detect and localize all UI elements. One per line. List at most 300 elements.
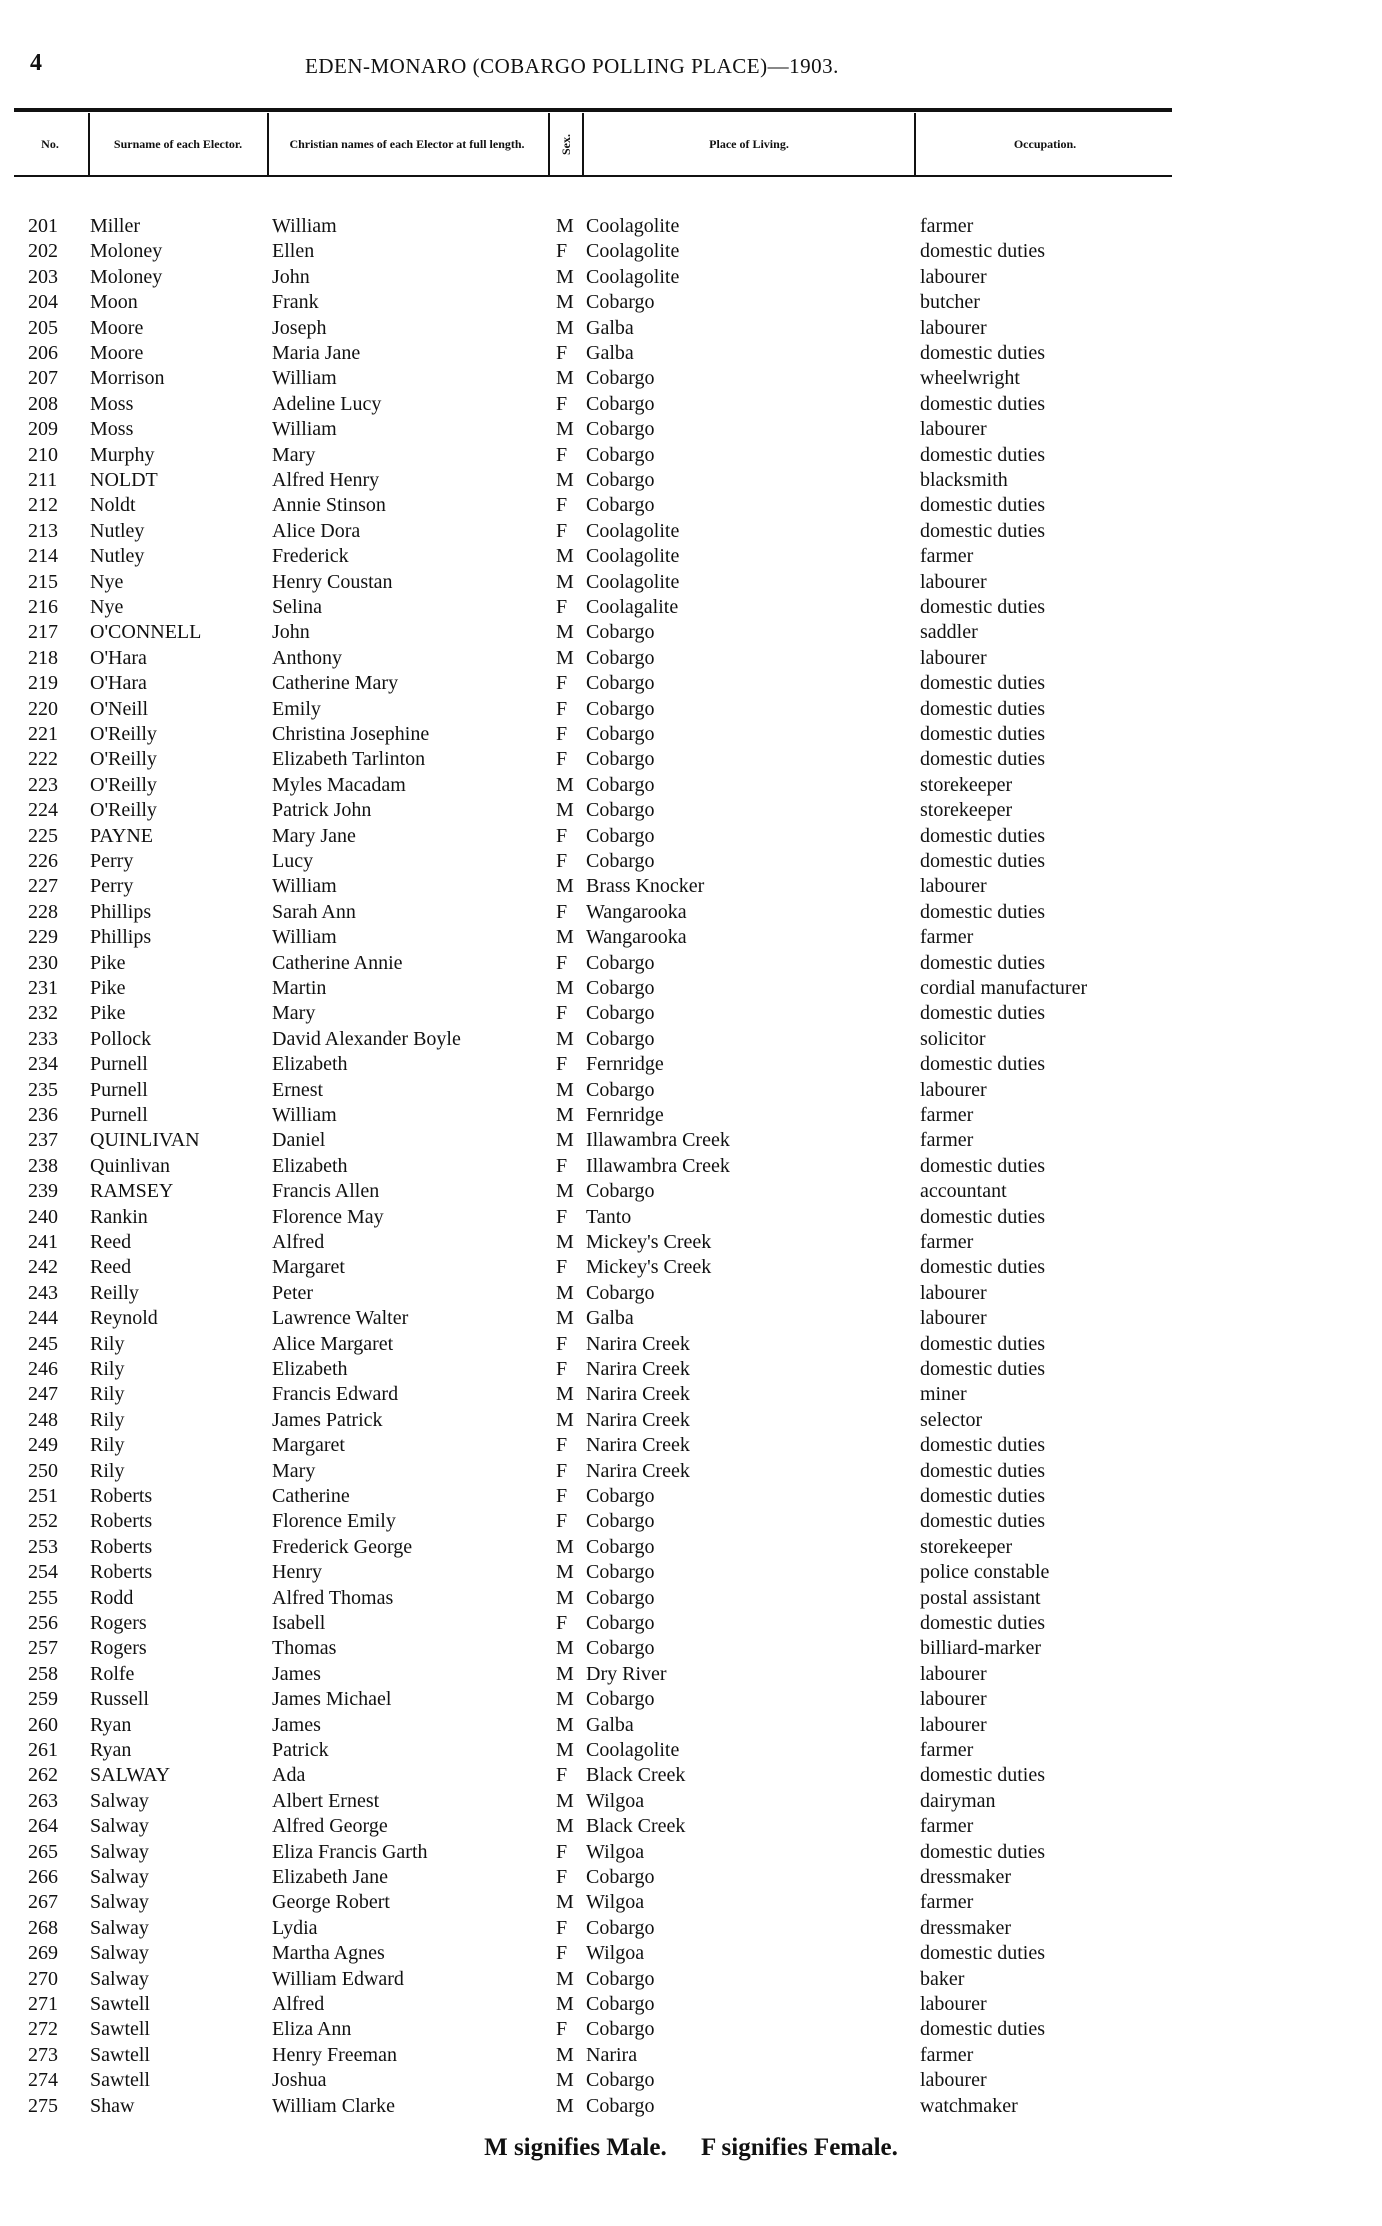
christian-names: Mary <box>272 443 316 466</box>
surname: QUINLIVAN <box>90 1129 200 1152</box>
surname: Reilly <box>90 1281 139 1304</box>
table-row <box>0 1611 1382 1636</box>
sex: M <box>556 316 574 339</box>
occupation: domestic duties <box>920 697 1045 720</box>
table-row <box>0 1814 1382 1839</box>
place-of-living: Cobargo <box>586 1485 655 1507</box>
christian-names: Alice Dora <box>272 519 361 542</box>
occupation: farmer <box>920 1231 974 1253</box>
occupation: domestic duties <box>920 519 1045 542</box>
elector-number: 209 <box>28 418 58 441</box>
sex: M <box>556 265 574 288</box>
sex: M <box>556 1408 574 1431</box>
christian-names: Florence May <box>272 1205 384 1228</box>
elector-number: 224 <box>28 799 58 822</box>
surname: Rogers <box>90 1612 147 1634</box>
surname: Sawtell <box>90 1993 150 2015</box>
christian-names: Lucy <box>272 850 314 872</box>
occupation: domestic duties <box>920 240 1045 263</box>
christian-names: Henry Coustan <box>272 570 393 593</box>
elector-number: 260 <box>28 1713 58 1736</box>
sex: F <box>556 1840 568 1863</box>
elector-number: 212 <box>28 494 58 517</box>
place-of-living: Cobargo <box>586 443 655 466</box>
place-of-living: Coolagolite <box>586 519 680 542</box>
christian-names: Frederick George <box>272 1535 413 1558</box>
surname: NOLDT <box>90 469 158 491</box>
surname: Salway <box>90 1942 149 1965</box>
occupation: saddler <box>920 621 978 644</box>
christian-names: Emily <box>272 697 321 720</box>
christian-names: Alfred Henry <box>272 469 380 491</box>
christian-names: William Edward <box>272 1967 404 1990</box>
surname: Rily <box>90 1358 125 1380</box>
place-of-living: Mickey's Creek <box>586 1231 712 1253</box>
table-row <box>0 671 1382 696</box>
elector-number: 268 <box>28 1916 58 1939</box>
sex: M <box>556 1789 574 1812</box>
elector-number: 274 <box>28 2069 58 2092</box>
surname: Pike <box>90 977 126 999</box>
column-header-occupation: Occupation. <box>1013 136 1077 151</box>
surname: Moloney <box>90 265 163 288</box>
sex: F <box>556 1256 568 1279</box>
table-row <box>0 1865 1382 1890</box>
sex: M <box>556 977 574 999</box>
christian-names: James Patrick <box>272 1408 383 1431</box>
occupation: wheelwright <box>920 367 1020 390</box>
table-row <box>0 1332 1382 1357</box>
elector-number: 233 <box>28 1027 58 1050</box>
occupation: farmer <box>920 2043 974 2066</box>
christian-names: James <box>272 1713 321 1736</box>
place-of-living: Cobargo <box>586 977 655 999</box>
occupation: labourer <box>920 1078 987 1101</box>
place-of-living: Cobargo <box>586 1637 655 1660</box>
occupation: domestic duties <box>920 1256 1045 1279</box>
surname: Salway <box>90 1866 149 1888</box>
surname: Rily <box>90 1434 125 1457</box>
christian-names: William <box>272 1104 337 1126</box>
table-row <box>0 1078 1382 1103</box>
table-row <box>0 646 1382 671</box>
elector-number: 259 <box>28 1688 58 1711</box>
occupation: farmer <box>920 1815 974 1838</box>
place-of-living: Cobargo <box>586 1866 655 1888</box>
place-of-living: Narira Creek <box>586 1434 690 1457</box>
place-of-living: Cobargo <box>586 850 655 872</box>
surname: Nye <box>90 596 124 618</box>
surname: PAYNE <box>90 824 153 847</box>
christian-names: Lydia <box>272 1916 318 1939</box>
column-divider <box>267 113 269 175</box>
occupation: domestic duties <box>920 1434 1045 1457</box>
table-row <box>0 747 1382 772</box>
occupation: domestic duties <box>920 1942 1045 1965</box>
table-row <box>0 1687 1382 1712</box>
surname: O'Neill <box>90 697 149 720</box>
christian-names: Myles Macadam <box>272 773 406 796</box>
table-row <box>0 239 1382 264</box>
christian-names: Lawrence Walter <box>272 1307 409 1330</box>
place-of-living: Black Creek <box>586 1764 686 1787</box>
sex: M <box>556 646 574 669</box>
occupation: labourer <box>920 2069 987 2092</box>
sex: M <box>556 1586 574 1609</box>
surname: O'Reilly <box>90 748 157 771</box>
surname: Purnell <box>90 1078 148 1101</box>
table-row <box>0 392 1382 417</box>
christian-names: Eliza Ann <box>272 2018 352 2041</box>
place-of-living: Fernridge <box>586 1053 664 1076</box>
table-row <box>0 1281 1382 1306</box>
sex: M <box>556 1688 574 1711</box>
christian-names: John <box>272 265 310 288</box>
christian-names: Albert Ernest <box>272 1789 380 1812</box>
place-of-living: Cobargo <box>586 418 655 441</box>
christian-names: Francis Allen <box>272 1180 380 1203</box>
elector-number: 202 <box>28 240 58 263</box>
table-row <box>0 493 1382 518</box>
surname: Salway <box>90 1840 149 1863</box>
surname: Salway <box>90 1891 149 1914</box>
elector-number: 262 <box>28 1764 58 1787</box>
surname: O'Hara <box>90 646 147 669</box>
place-of-living: Cobargo <box>586 1281 655 1304</box>
place-of-living: Fernridge <box>586 1104 664 1126</box>
sex: M <box>556 215 574 237</box>
sex: M <box>556 773 574 796</box>
occupation: domestic duties <box>920 824 1045 847</box>
sex: M <box>556 1967 574 1990</box>
occupation: domestic duties <box>920 1510 1045 1533</box>
table-row <box>0 1484 1382 1509</box>
elector-number: 257 <box>28 1637 58 1660</box>
occupation: dairyman <box>920 1789 996 1812</box>
sex: M <box>556 545 574 568</box>
elector-number: 215 <box>28 570 58 593</box>
occupation: farmer <box>920 926 974 949</box>
table-row <box>0 1433 1382 1458</box>
elector-number: 225 <box>28 824 58 847</box>
table-row <box>0 900 1382 925</box>
sex: M <box>556 1129 574 1152</box>
sex: F <box>556 723 568 745</box>
column-header-surname: Surname of each Elector. <box>113 136 243 151</box>
place-of-living: Cobargo <box>586 1916 655 1939</box>
table-row <box>0 1967 1382 1992</box>
place-of-living: Galba <box>586 342 634 364</box>
table-row <box>0 265 1382 290</box>
place-of-living: Narira Creek <box>586 1383 690 1406</box>
sex: M <box>556 1637 574 1660</box>
place-of-living: Cobargo <box>586 494 655 517</box>
surname: Rily <box>90 1332 125 1355</box>
christian-names: William <box>272 926 337 949</box>
occupation: domestic duties <box>920 1154 1045 1177</box>
sex: F <box>556 392 568 415</box>
place-of-living: Cobargo <box>586 392 655 415</box>
elector-number: 239 <box>28 1180 58 1203</box>
occupation: labourer <box>920 1662 987 1685</box>
elector-number: 218 <box>28 646 58 669</box>
christian-names: William <box>272 215 337 237</box>
sex: F <box>556 1205 568 1228</box>
place-of-living: Cobargo <box>586 824 655 847</box>
occupation: domestic duties <box>920 850 1045 872</box>
table-header-rule <box>14 175 1172 177</box>
place-of-living: Cobargo <box>586 1561 655 1584</box>
sex: F <box>556 1942 568 1965</box>
christian-names: Catherine Annie <box>272 951 403 974</box>
sex: M <box>556 1180 574 1203</box>
elector-number: 254 <box>28 1561 58 1584</box>
place-of-living: Narira Creek <box>586 1358 690 1380</box>
female-legend: F signifies Female. <box>700 2134 898 2161</box>
table-row <box>0 1408 1382 1433</box>
surname: Rolfe <box>90 1662 135 1685</box>
surname: Roberts <box>90 1510 153 1533</box>
table-row <box>0 214 1382 239</box>
column-header-christian-names: Christian names of each Elector at full length. <box>289 136 525 151</box>
place-of-living: Cobargo <box>586 1612 655 1634</box>
sex: M <box>556 1561 574 1584</box>
christian-names: Christina Josephine <box>272 723 430 745</box>
sex: M <box>556 418 574 441</box>
surname: Miller <box>90 215 140 237</box>
sex: M <box>556 2069 574 2092</box>
table-row <box>0 443 1382 468</box>
christian-names: William <box>272 875 337 898</box>
place-of-living: Cobargo <box>586 469 655 491</box>
surname: Sawtell <box>90 2018 150 2041</box>
sex: F <box>556 1358 568 1380</box>
christian-names: Patrick John <box>272 799 372 822</box>
christian-names: Anthony <box>272 646 342 669</box>
table-row <box>0 1662 1382 1687</box>
sex: M <box>556 1104 574 1126</box>
sex: M <box>556 291 574 314</box>
surname: Nye <box>90 570 124 593</box>
place-of-living: Cobargo <box>586 2069 655 2092</box>
sex: F <box>556 1154 568 1177</box>
occupation: domestic duties <box>920 900 1045 923</box>
elector-number: 205 <box>28 316 58 339</box>
table-row <box>0 1535 1382 1560</box>
christian-names: Peter <box>272 1281 314 1304</box>
column-header-place: Place of Living. <box>709 136 789 151</box>
occupation: solicitor <box>920 1027 986 1050</box>
christian-names: Alfred George <box>272 1815 388 1838</box>
christian-names: Isabell <box>272 1612 326 1634</box>
place-of-living: Coolagalite <box>586 596 679 618</box>
column-header-sex <box>552 113 580 175</box>
surname: RAMSEY <box>90 1180 174 1203</box>
page-title: EDEN-MONARO (COBARGO POLLING PLACE)—1903. <box>305 54 839 78</box>
sex: M <box>556 1307 574 1330</box>
elector-number: 248 <box>28 1408 58 1431</box>
sex: F <box>556 1053 568 1076</box>
elector-number: 275 <box>28 2094 58 2117</box>
table-row <box>0 1001 1382 1026</box>
surname: Pike <box>90 1002 126 1025</box>
table-row <box>0 2094 1382 2119</box>
occupation: labourer <box>920 1281 987 1304</box>
sex: F <box>556 850 568 872</box>
occupation: labourer <box>920 1688 987 1711</box>
sex: M <box>556 1535 574 1558</box>
christian-names: Catherine <box>272 1485 350 1507</box>
table-row <box>0 1205 1382 1230</box>
table-row <box>0 417 1382 442</box>
sex: F <box>556 1510 568 1533</box>
place-of-living: Cobargo <box>586 672 655 695</box>
surname: Moss <box>90 392 134 415</box>
elector-number: 264 <box>28 1815 58 1838</box>
elector-number: 217 <box>28 621 58 644</box>
table-row <box>0 290 1382 315</box>
christian-names: Henry Freeman <box>272 2043 397 2066</box>
table-row <box>0 773 1382 798</box>
occupation: labourer <box>920 265 987 288</box>
sex: M <box>556 1662 574 1685</box>
christian-names: William <box>272 418 337 441</box>
table-row <box>0 874 1382 899</box>
sex: F <box>556 596 568 618</box>
place-of-living: Cobargo <box>586 2094 655 2117</box>
occupation: selector <box>920 1408 983 1431</box>
place-of-living: Cobargo <box>586 748 655 771</box>
elector-number: 241 <box>28 1231 58 1253</box>
sex: M <box>556 1281 574 1304</box>
place-of-living: Galba <box>586 316 634 339</box>
surname: O'CONNELL <box>90 621 202 644</box>
elector-number: 213 <box>28 519 58 542</box>
place-of-living: Cobargo <box>586 1078 655 1101</box>
table-row <box>0 1840 1382 1865</box>
sex: F <box>556 1002 568 1025</box>
place-of-living: Cobargo <box>586 367 655 390</box>
christian-names: Elizabeth <box>272 1053 348 1076</box>
place-of-living: Mickey's Creek <box>586 1256 712 1279</box>
table-row <box>0 976 1382 1001</box>
occupation: labourer <box>920 316 987 339</box>
table-row <box>0 595 1382 620</box>
sex: F <box>556 1612 568 1634</box>
occupation: domestic duties <box>920 342 1045 364</box>
place-of-living: Narira Creek <box>586 1408 690 1431</box>
elector-number: 253 <box>28 1535 58 1558</box>
table-row <box>0 2043 1382 2068</box>
elector-number: 256 <box>28 1612 58 1634</box>
place-of-living: Cobargo <box>586 723 655 745</box>
table-row <box>0 1052 1382 1077</box>
occupation: domestic duties <box>920 951 1045 974</box>
table-row <box>0 1179 1382 1204</box>
christian-names: John <box>272 621 310 644</box>
column-header-no: No. <box>41 136 59 151</box>
surname: Pike <box>90 951 126 974</box>
table-row <box>0 925 1382 950</box>
table-row <box>0 620 1382 645</box>
table-row <box>0 1027 1382 1052</box>
elector-number: 273 <box>28 2043 58 2066</box>
christian-names: Catherine Mary <box>272 672 399 695</box>
table-row <box>0 1713 1382 1738</box>
table-row <box>0 341 1382 366</box>
surname: Moss <box>90 418 134 441</box>
sex: F <box>556 342 568 364</box>
christian-names: David Alexander Boyle <box>272 1027 461 1050</box>
sex: F <box>556 494 568 517</box>
occupation: domestic duties <box>920 1053 1045 1076</box>
male-legend: M signifies Male. <box>484 2134 667 2161</box>
surname: Phillips <box>90 926 152 949</box>
christian-names: Alfred Thomas <box>272 1586 394 1609</box>
table-top-rule <box>14 108 1172 112</box>
christian-names: Eliza Francis Garth <box>272 1840 428 1863</box>
table-row <box>0 544 1382 569</box>
elector-number: 232 <box>28 1002 58 1025</box>
column-divider <box>548 113 550 175</box>
sex-legend <box>0 2134 1382 2162</box>
elector-number: 223 <box>28 773 58 796</box>
table-row <box>0 824 1382 849</box>
sex: M <box>556 2094 574 2117</box>
sex: F <box>556 1916 568 1939</box>
surname: Perry <box>90 875 134 898</box>
christian-names: Margaret <box>272 1256 345 1279</box>
sex: M <box>556 1993 574 2015</box>
sex: F <box>556 1459 568 1482</box>
elector-number: 263 <box>28 1789 58 1812</box>
occupation: farmer <box>920 1129 974 1152</box>
surname: Salway <box>90 1916 149 1939</box>
table-row <box>0 570 1382 595</box>
page-header <box>0 50 1382 90</box>
surname: Noldt <box>90 494 136 517</box>
surname: Russell <box>90 1688 149 1711</box>
christian-names: Sarah Ann <box>272 900 356 923</box>
surname: Ryan <box>90 1713 132 1736</box>
place-of-living: Cobargo <box>586 1002 655 1025</box>
occupation: domestic duties <box>920 1840 1045 1863</box>
surname: Salway <box>90 1967 149 1990</box>
surname: Nutley <box>90 545 145 568</box>
surname: Rily <box>90 1383 125 1406</box>
table-row <box>0 468 1382 493</box>
elector-number: 220 <box>28 697 58 720</box>
sex: M <box>556 1739 574 1761</box>
christian-names: Patrick <box>272 1739 329 1761</box>
elector-number: 201 <box>28 215 58 237</box>
occupation: farmer <box>920 1739 974 1761</box>
table-row <box>0 697 1382 722</box>
christian-names: Florence Emily <box>272 1510 396 1533</box>
occupation: blacksmith <box>920 469 1008 491</box>
elector-number: 247 <box>28 1383 58 1406</box>
column-divider <box>88 113 90 175</box>
christian-names: Joshua <box>272 2069 327 2092</box>
sex: F <box>556 519 568 542</box>
sex: M <box>556 1231 574 1253</box>
occupation: domestic duties <box>920 494 1045 517</box>
surname: Rodd <box>90 1586 134 1609</box>
christian-names: Selina <box>272 596 322 618</box>
place-of-living: Coolagolite <box>586 265 680 288</box>
surname: O'Reilly <box>90 723 157 745</box>
sex-header-label: Sex. <box>558 133 573 155</box>
